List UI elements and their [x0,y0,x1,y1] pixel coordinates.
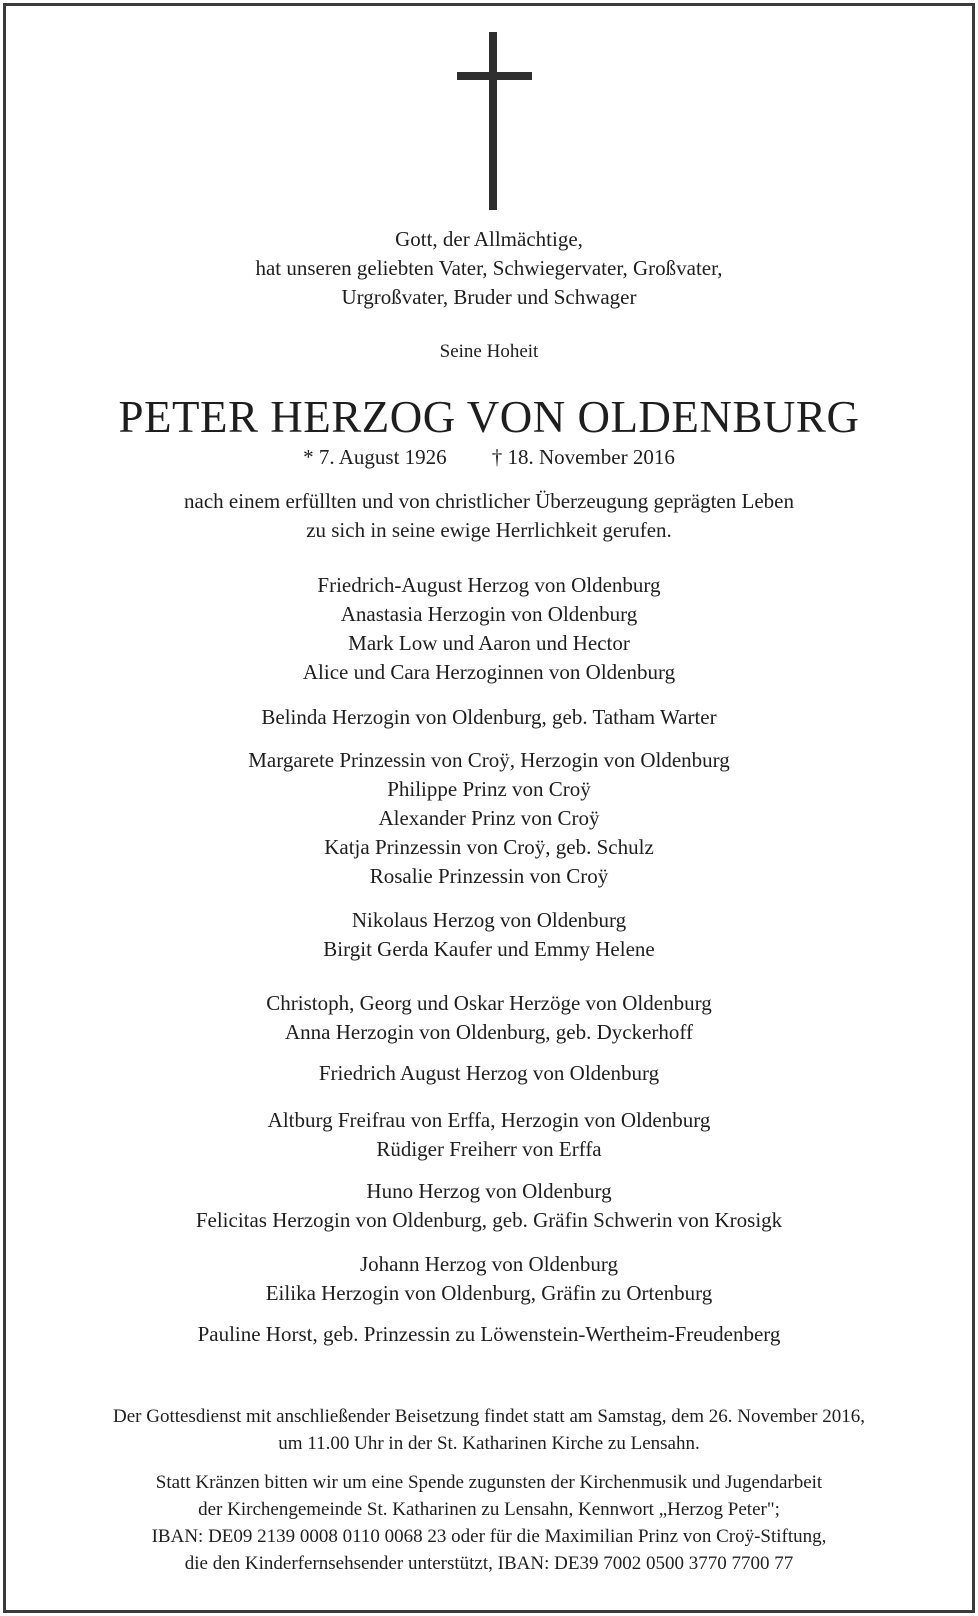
mourner-name: Alexander Prinz von Croÿ [378,806,600,830]
mourner-group [6,571,972,687]
mourner-group [6,1320,972,1349]
mourner-name: Eilika Herzogin von Oldenburg, Gräfin zu Ortenburg [265,1281,713,1305]
service-notice [6,1403,972,1457]
obituary-notice [3,3,975,1613]
cross-horizontal-bar [457,72,532,80]
donation-line: IBAN: DE09 2139 0008 0110 0068 23 oder für die Maximilian Prinz von Croÿ-Stiftung, [151,1526,827,1547]
mourner-name: Philippe Prinz von Croÿ [387,777,591,801]
deceased-name: PETER HERZOG VON OLDENBURG [118,392,860,442]
donation-notice [6,1469,972,1577]
mourner-name: Katja Prinzessin von Croÿ, geb. Schulz [324,835,654,859]
opening-line: Urgroßvater, Bruder und Schwager [341,285,637,309]
mourner-name: Anna Herzogin von Oldenburg, geb. Dyckerhoff [284,1020,694,1044]
mourner-name: Johann Herzog von Oldenburg [360,1252,618,1276]
passing-line: zu sich in seine ewige Herrlichkeit gerufen. [306,518,672,542]
mourner-name: Birgit Gerda Kaufer und Emmy Helene [323,937,655,961]
passing-text [6,487,972,545]
opening-line: Gott, der Allmächtige, [395,227,583,251]
donation-line: der Kirchengemeinde St. Katharinen zu Lensahn, Kennwort „Herzog Peter"; [198,1499,780,1520]
mourner-name: Mark Low und Aaron und Hector [348,631,630,655]
passing-line: nach einem erfüllten und von christlicher Überzeugung geprägten Leben [184,489,794,513]
mourner-name: Rosalie Prinzessin von Croÿ [369,864,609,888]
donation-line: Statt Kränzen bitten wir um eine Spende zugunsten der Kirchenmusik und Jugendarbeit [155,1472,823,1493]
donation-line: die den Kinderfernsehsender unterstützt, IBAN: DE39 7002 0500 3770 7700 77 [184,1553,794,1574]
mourner-name: Altburg Freifrau von Erffa, Herzogin von Oldenburg [267,1108,711,1132]
mourner-name: Nikolaus Herzog von Oldenburg [351,908,627,932]
mourner-name: Anastasia Herzogin von Oldenburg [340,602,638,626]
death-date: † 18. November 2016 [491,445,675,469]
mourner-group [6,703,972,732]
opening-text [6,225,972,312]
service-line: um 11.00 Uhr in der St. Katharinen Kirche zu Lensahn. [278,1433,700,1454]
mourner-name: Friedrich August Herzog von Oldenburg [318,1061,660,1085]
life-dates [6,443,972,471]
mourner-group [6,906,972,964]
opening-line: hat unseren geliebten Vater, Schwiegervater, Großvater, [255,256,723,280]
mourner-group [6,1106,972,1164]
honorific [6,338,972,365]
mourner-name: Pauline Horst, geb. Prinzessin zu Löwenstein-Wertheim-Freudenberg [197,1322,781,1346]
service-line: Der Gottesdienst mit anschließender Beisetzung findet statt am Samstag, dem 26. November 2016, [113,1406,865,1427]
honorific-text: Seine Hoheit [439,341,539,362]
mourner-name: Margarete Prinzessin von Croÿ, Herzogin von Oldenburg [248,748,730,772]
birth-date: * 7. August 1926 [303,445,447,469]
mourner-name: Alice und Cara Herzoginnen von Oldenburg [302,660,676,684]
mourner-name: Huno Herzog von Oldenburg [366,1179,612,1203]
mourner-name: Belinda Herzogin von Oldenburg, geb. Tatham Warter [261,705,717,729]
cross-vertical-bar [489,32,497,210]
mourner-group [6,1250,972,1308]
mourner-name: Friedrich-August Herzog von Oldenburg [317,573,661,597]
mourner-group [6,1177,972,1235]
mourner-name: Christoph, Georg und Oskar Herzöge von Oldenburg [266,991,712,1015]
mourner-group [6,1059,972,1088]
mourner-name: Rüdiger Freiherr von Erffa [376,1137,602,1161]
mourner-name: Felicitas Herzogin von Oldenburg, geb. Gräfin Schwerin von Krosigk [195,1208,783,1232]
mourner-group [6,746,972,891]
mourner-group [6,989,972,1047]
